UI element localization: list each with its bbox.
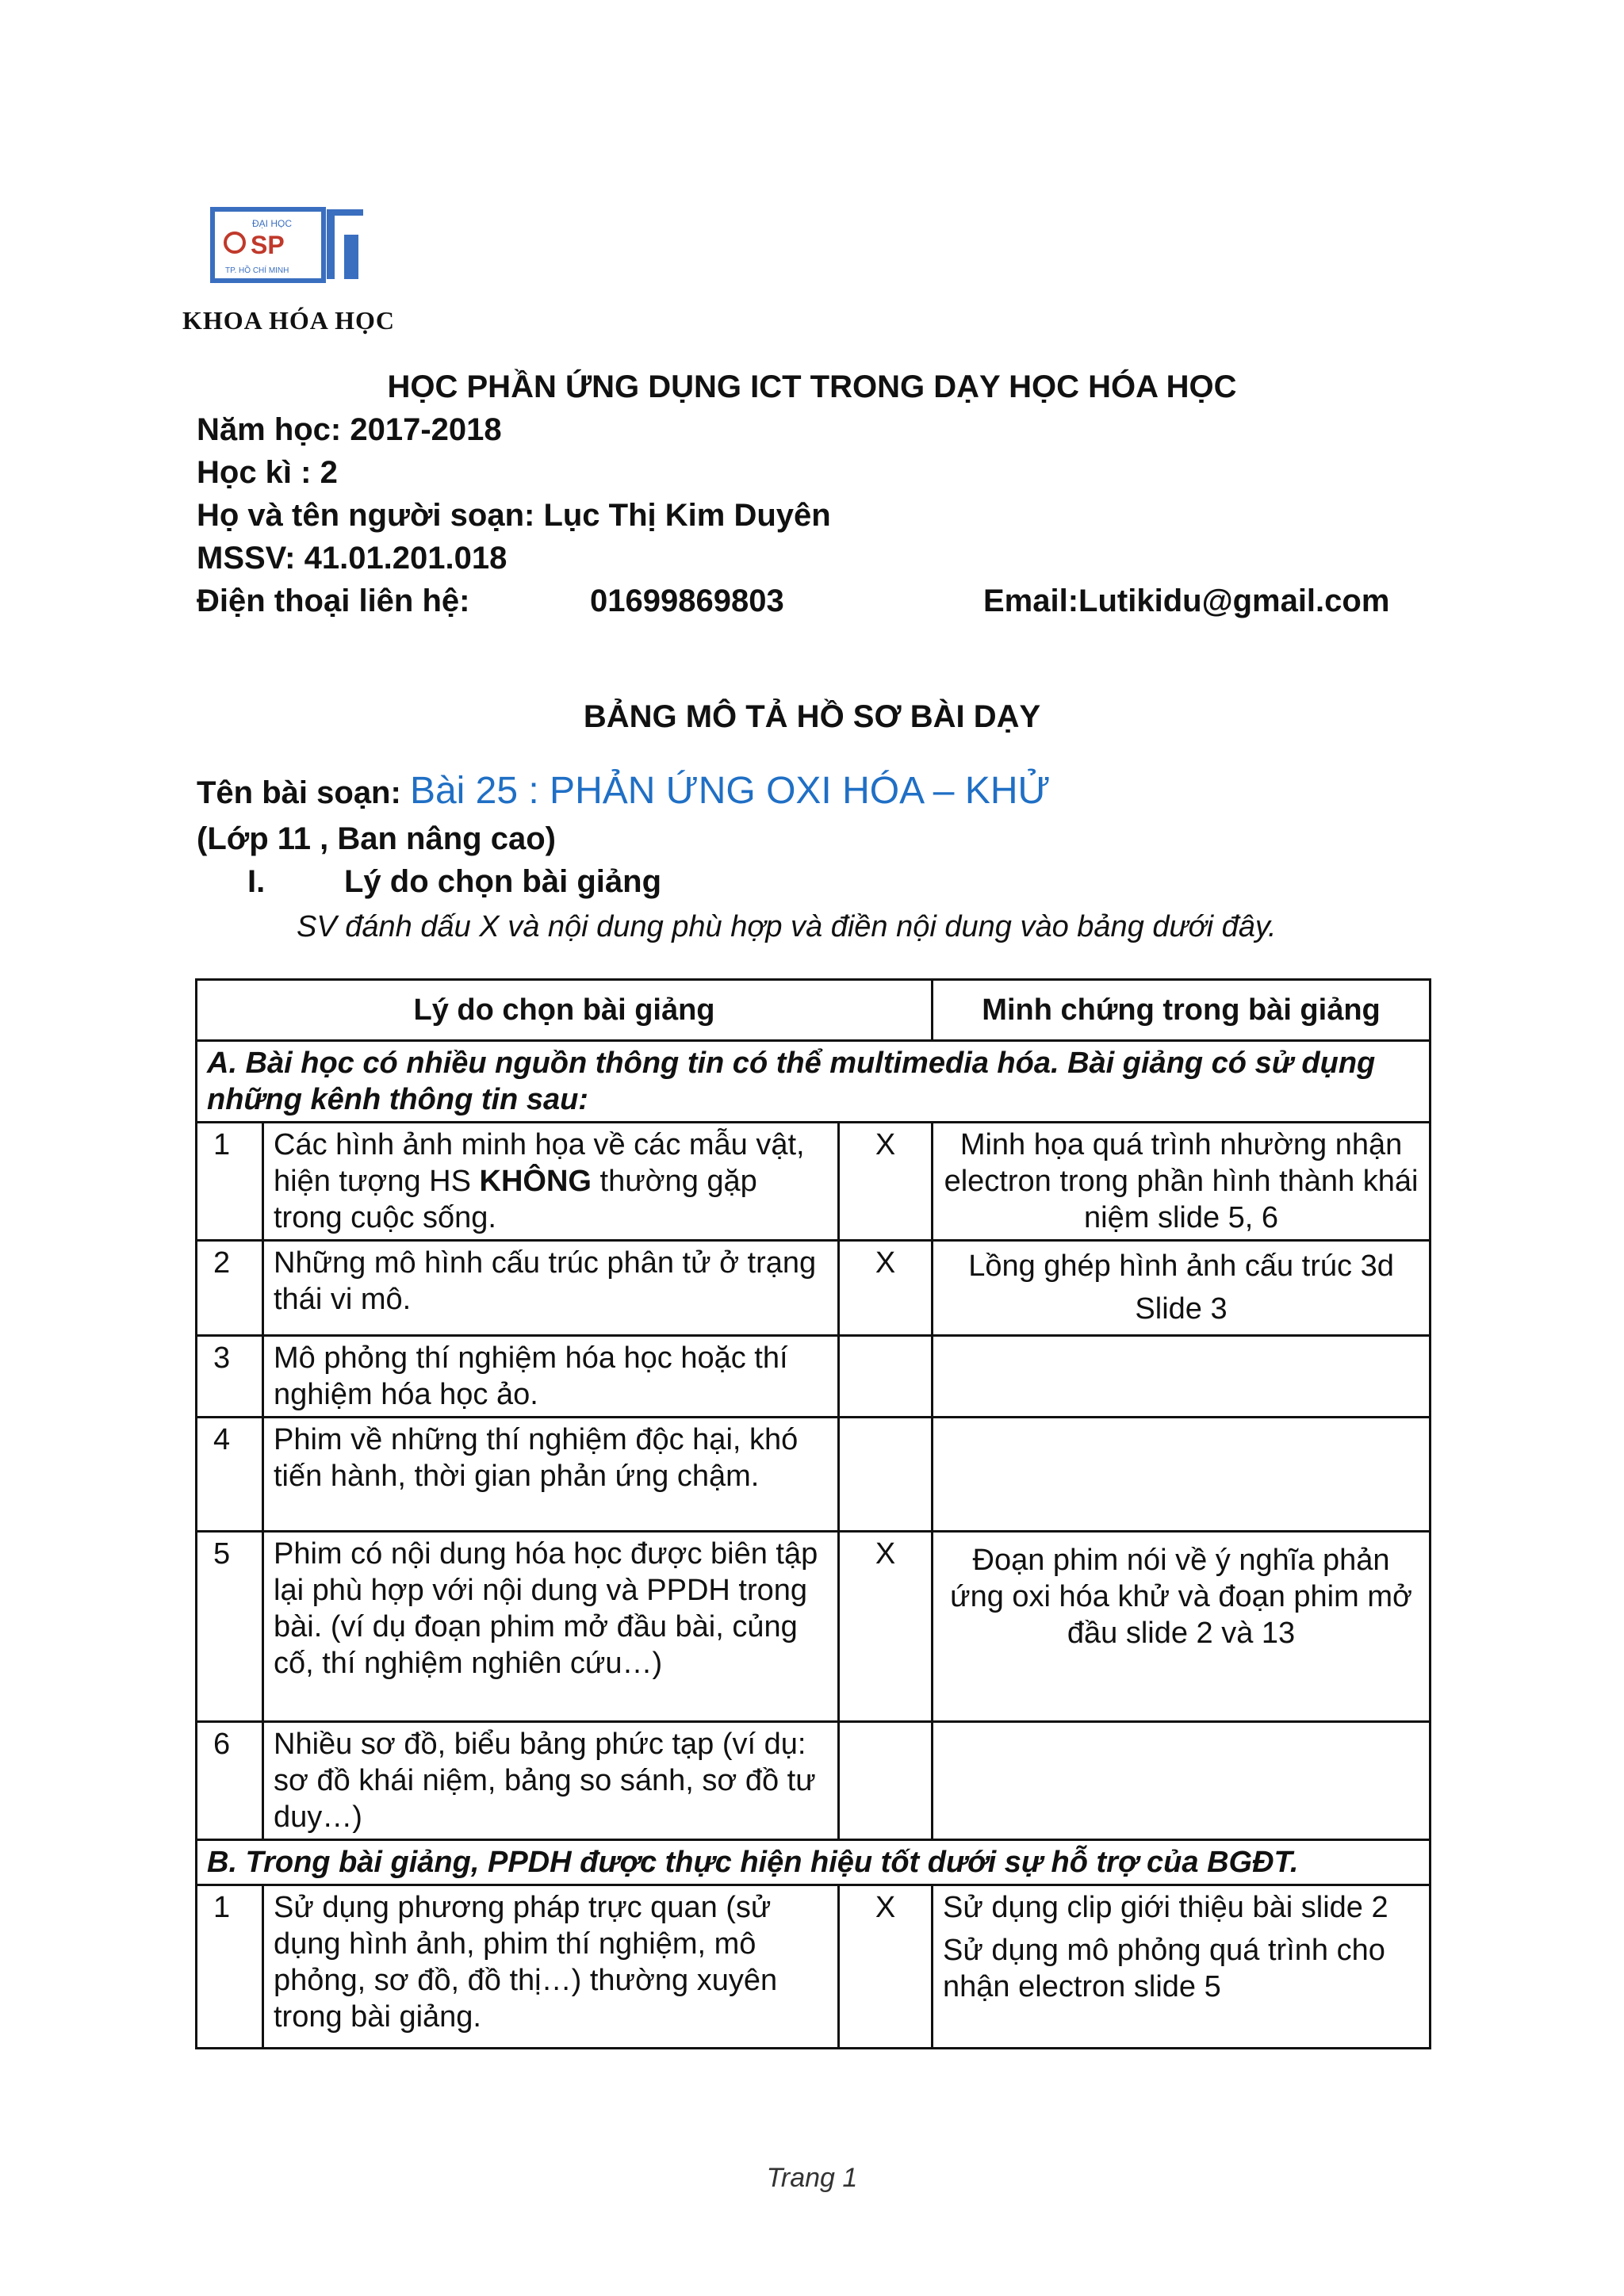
- section-number: I.: [247, 864, 266, 899]
- row-mark: [839, 1336, 933, 1418]
- table-row: [197, 1885, 1431, 2049]
- row-evidence: [933, 1418, 1431, 1532]
- row-mark: X: [839, 1241, 933, 1336]
- row-reason: Phim về những thí nghiệm độc hại, khó tiến hành, thời gian phản ứng chậm.: [263, 1418, 839, 1532]
- header-evidence: Minh chứng trong bài giảng: [933, 980, 1431, 1041]
- row-number: 5: [197, 1532, 263, 1722]
- logo-top-text: ĐẠI HỌC: [252, 218, 293, 229]
- row-evidence: [933, 1336, 1431, 1418]
- lesson-reason-table: [195, 978, 1431, 2049]
- lesson-grade: (Lớp 11 , Ban nâng cao): [197, 821, 556, 856]
- row-reason: Sử dụng phương pháp trực quan (sử dụng hình ảnh, phim thí nghiệm, mô phỏng, sơ đồ, đồ thị…) thường xuyên trong bài giảng.: [263, 1885, 839, 2049]
- email: Email:Lutikidu@gmail.com: [983, 584, 1390, 618]
- phone-label: Điện thoại liên hệ:: [197, 584, 470, 618]
- table-row: [197, 1336, 1431, 1418]
- lesson-label: Tên bài soạn:: [197, 775, 401, 810]
- course-title: HỌC PHẦN ỨNG DỤNG ICT TRONG DẠY HỌC HÓA HỌC: [387, 369, 1237, 404]
- author-name: Họ và tên người soạn: Lục Thị Kim Duyên: [197, 498, 831, 533]
- table-row: [197, 1241, 1431, 1336]
- row-mark: [839, 1722, 933, 1840]
- row-evidence: Minh họa quá trình nhường nhận electron trong phần hình thành khái niệm slide 5, 6: [933, 1123, 1431, 1241]
- table-row: [197, 1418, 1431, 1532]
- row-mark: X: [839, 1532, 933, 1722]
- row-reason: Các hình ảnh minh họa về các mẫu vật, hiện tượng HS KHÔNG thường gặp trong cuộc sống.: [263, 1123, 839, 1241]
- table-row: [197, 1123, 1431, 1241]
- evidence-line-2: Sử dụng mô phỏng quá trình cho nhận electron slide 5: [943, 1934, 1385, 2003]
- row-mark: [839, 1418, 933, 1532]
- row-evidence: Lồng ghép hình ảnh cấu trúc 3d Slide 3: [933, 1241, 1431, 1336]
- semester: Học kì : 2: [197, 455, 338, 490]
- section-title: Lý do chọn bài giảng: [344, 864, 661, 899]
- row-number: 1: [197, 1123, 263, 1241]
- row-number: 4: [197, 1418, 263, 1532]
- page-footer: Trang 1: [766, 2163, 858, 2193]
- row-number: 2: [197, 1241, 263, 1336]
- row-reason: Những mô hình cấu trúc phân tử ở trạng thái vi mô.: [263, 1241, 839, 1336]
- university-logo: [208, 203, 366, 292]
- table-row: [197, 1722, 1431, 1840]
- row-number: 3: [197, 1336, 263, 1418]
- document-title: BẢNG MÔ TẢ HỒ SƠ BÀI DẠY: [583, 699, 1041, 734]
- logo-main-text: SP: [251, 231, 285, 259]
- row-evidence: Đoạn phim nói về ý nghĩa phản ứng oxi hóa khử và đoạn phim mở đầu slide 2 và 13: [933, 1532, 1431, 1722]
- row-reason: Nhiều sơ đồ, biểu bảng phức tạp (ví dụ: sơ đồ khái niệm, bảng so sánh, sơ đồ tư duy…): [263, 1722, 839, 1840]
- section-a-heading: A. Bài học có nhiều nguồn thông tin có thể multimedia hóa. Bài giảng có sử dụng những kênh thông tin sau:: [197, 1041, 1431, 1123]
- logo-bottom-text: TP. HỒ CHÍ MINH: [225, 266, 289, 275]
- lesson-name: Bài 25 : PHẢN ỨNG OXI HÓA – KHỬ: [409, 770, 1051, 812]
- row-reason: Phim có nội dung hóa học được biên tập lại phù hợp với nội dung và PPDH trong bài. (ví dụ đoạn phim mở đầu bài, củng cố, thí nghiệm nghiên cứu…): [263, 1532, 839, 1722]
- row-mark: X: [839, 1885, 933, 2049]
- row-evidence: [933, 1722, 1431, 1840]
- header-reason: Lý do chọn bài giảng: [197, 980, 933, 1041]
- student-id: MSSV: 41.01.201.018: [197, 541, 508, 576]
- table-header-row: [197, 980, 1431, 1041]
- department-name: KHOA HÓA HỌC: [182, 306, 396, 335]
- evidence-line-1: Sử dụng clip giới thiệu bài slide 2: [943, 1891, 1388, 1924]
- row-number: 6: [197, 1722, 263, 1840]
- phone-number: 01699869803: [590, 584, 784, 618]
- lesson-line: [197, 769, 1051, 813]
- row-mark: X: [839, 1123, 933, 1241]
- section-b-row: [197, 1840, 1431, 1885]
- school-year: Năm học: 2017-2018: [197, 412, 502, 447]
- section-b-heading: B. Trong bài giảng, PPDH được thực hiện hiệu tốt dưới sự hỗ trợ của BGĐT.: [197, 1840, 1431, 1885]
- row-evidence: [933, 1885, 1431, 2049]
- row-reason: Mô phỏng thí nghiệm hóa học hoặc thí nghiệm hóa học ảo.: [263, 1336, 839, 1418]
- section-a-row: [197, 1041, 1431, 1123]
- section-instruction: SV đánh dấu X và nội dung phù hợp và điền nội dung vào bảng dưới đây.: [297, 910, 1277, 943]
- row-number: 1: [197, 1885, 263, 2049]
- table-row: [197, 1532, 1431, 1722]
